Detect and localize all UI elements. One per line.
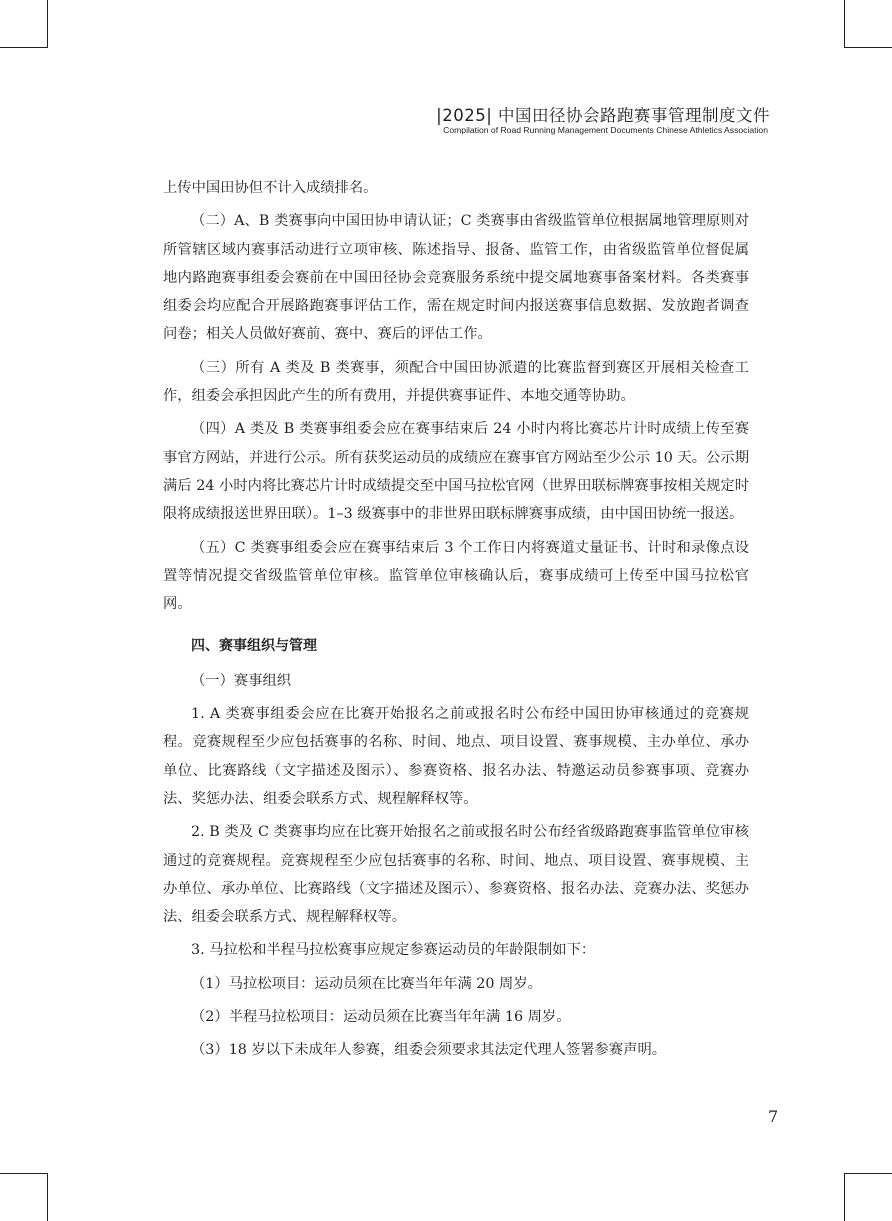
crop-mark-top-left-v [47, 0, 48, 48]
crop-mark-top-right-h [844, 47, 892, 48]
list-item-age-half-marathon: （2）半程马拉松项目：运动员须在比赛当年年满 16 周岁。 [191, 1009, 571, 1026]
running-header-title: |2025| 中国田径协会路跑赛事管理制度文件 [436, 106, 770, 125]
paragraph-clause-2: （二）A、B 类赛事向中国田协申请认证；C 类赛事由省级监管单位根据属地管理原则对所管辖区域内赛事活动进行立项审核、陈述指导、报备、监管工作，由省级监管单位督促属地内路跑赛事组委会赛前在中国田径协会竞赛服务系统中提交属地赛事备案材料。各类赛事组委会均应配合开展路跑赛事评估工作，需在规定时间内报送赛事信息数据、发放跑者调查问卷；相关人员做好赛前、赛中、赛后的评估工作。 [163, 213, 749, 343]
paragraph-clause-5: （五）C 类赛事组委会应在赛事结束后 3 个工作日内将赛道丈量证书、计时和录像点设置等情况提交省级监管单位审核。监管单位审核确认后，赛事成绩可上传至中国马拉松官网。 [163, 539, 749, 613]
section-heading: 四、赛事组织与管理 [191, 638, 317, 655]
crop-mark-bottom-right-h [844, 1173, 892, 1174]
crop-mark-bottom-left-v [47, 1173, 48, 1221]
crop-mark-top-right-v [844, 0, 845, 48]
paragraph-item-2: 2. B 类及 C 类赛事均应在比赛开始报名之前或报名时公布经省级路跑赛事监管单位审核通过的竞赛规程。竞赛规程至少应包括赛事的名称、时间、地点、项目设置、赛事规模、主办单位、承办单位、比赛路线（文字描述及图示）、参赛资格、报名办法、竞赛办法、奖惩办法、组委会联系方式、规程解释权等。 [163, 824, 749, 926]
list-item-minor-consent: （3）18 岁以下未成年人参赛，组委会须要求其法定代理人签署参赛声明。 [191, 1042, 667, 1059]
crop-mark-bottom-right-v [844, 1173, 845, 1221]
paragraph-item-1: 1. A 类赛事组委会应在比赛开始报名之前或报名时公布经中国田协审核通过的竞赛规程。竞赛规程至少应包括赛事的名称、时间、地点、项目设置、赛事规模、主办单位、承办单位、比赛路线（文字描述及图示）、参赛资格、报名办法、特邀运动员参赛事项、竞赛办法、奖惩办法、组委会联系方式、规程解释权等。 [163, 706, 749, 807]
paragraph-continuation: 上传中国田协但不计入成绩排名。 [163, 180, 378, 196]
paragraph-item-3: 3. 马拉松和半程马拉松赛事应规定参赛运动员的年龄限制如下： [191, 942, 596, 959]
page-number: 7 [768, 1107, 779, 1126]
crop-mark-top-left-h [0, 47, 48, 48]
crop-mark-bottom-left-h [0, 1173, 48, 1174]
subsection-heading: （一）赛事组织 [191, 672, 292, 689]
page-body [163, 174, 749, 1070]
list-item-age-marathon: （1）马拉松项目：运动员须在比赛当年年满 20 周岁。 [191, 975, 542, 992]
paragraph-clause-3: （三）所有 A 类及 B 类赛事，须配合中国田协派遣的比赛监督到赛区开展相关检查工作，组委会承担因此产生的所有费用，并提供赛事证件、本地交通等协助。 [163, 359, 749, 405]
running-header-subtitle: Compilation of Road Running Management Documents Chinese Athletics Association [443, 125, 768, 135]
paragraph-clause-4: （四）A 类及 B 类赛事组委会应在赛事结束后 24 小时内将比赛芯片计时成绩上传至赛事官方网站，并进行公示。所有获奖运动员的成绩应在赛事官方网站至少公示 10 天。公示期满后 24 小时内将比赛芯片计时成绩提交至中国马拉松官网（世界田联标牌赛事按相关规定时限将成绩报送世界田联）。1–3 级赛事中的非世界田联标牌赛事成绩，由中国田协统一报送。 [163, 421, 749, 523]
